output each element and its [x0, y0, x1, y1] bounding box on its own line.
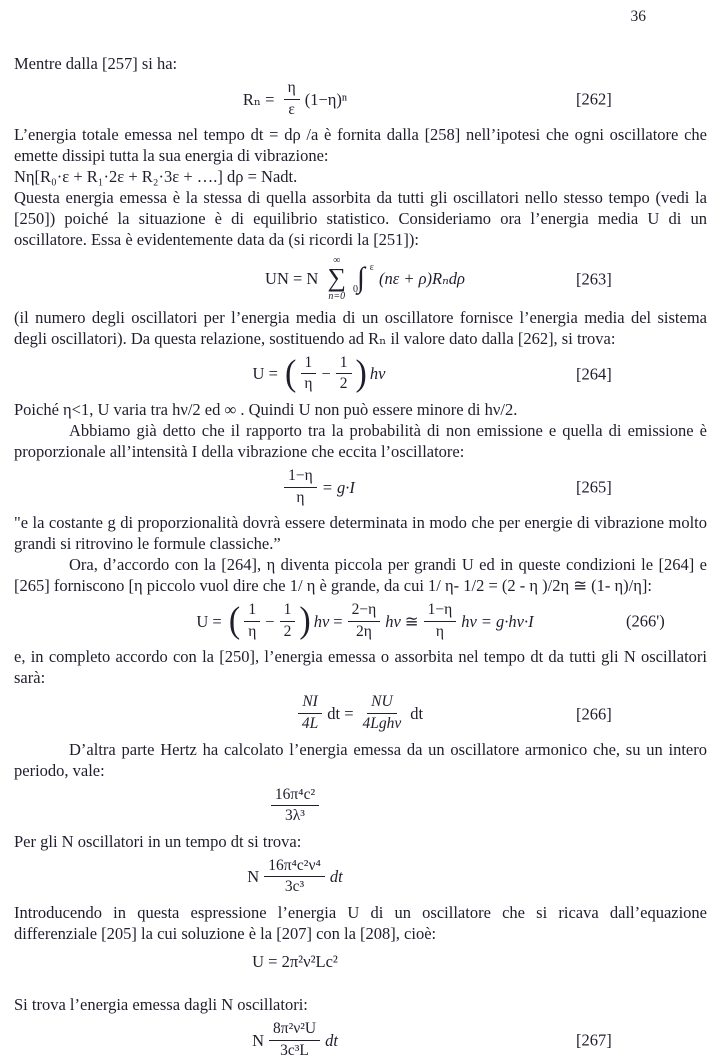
nosc-numerator: 16π⁴c²ν⁴ [264, 857, 325, 878]
integral-lower-limit: 0 [353, 284, 359, 296]
eq264-minus: − [321, 364, 331, 384]
eq266p-equals-2: = [333, 611, 343, 631]
paragraph-si-trova: Si trova l’energia emessa dagli N oscillatori: [14, 995, 308, 1014]
eq266-num2: NU [367, 693, 397, 714]
eq266p-num3: 2−η [348, 601, 381, 622]
eq266p-den2: 2 [283, 622, 292, 640]
eq266p-minus: − [265, 611, 275, 631]
eq265-denominator: η [296, 488, 305, 506]
eq266p-num1: 1 [244, 601, 260, 622]
eq267-denominator: 3c³L [280, 1041, 309, 1059]
hertz-denominator: 3λ³ [285, 807, 305, 825]
eq266p-hnu3: hν [461, 611, 477, 631]
equation-264-label: [264] [576, 364, 612, 384]
eq265-rhs: = g·I [321, 477, 355, 497]
equation-267-label: [267] [576, 1030, 612, 1050]
paragraph-il-numero: (il numero degli oscillatori per l’energia media di un oscillatore fornisce l’energia media del sistema degli oscillatori). Da questa relazione, sostituendo ad Rₙ il valore dato dalla [262], si trova: [14, 307, 707, 348]
eq266p-den3: 2η [355, 622, 372, 640]
eq263-lhs: UN = N [265, 269, 323, 289]
equation-264-body [14, 354, 576, 394]
eq266p-approx: ≅ [404, 611, 419, 631]
integral-glyph: ∫ [357, 262, 365, 295]
right-parenthesis: ) [299, 600, 311, 642]
eq266p-hnu1: hν [313, 611, 330, 631]
equation-265-body [14, 467, 576, 507]
hertz-numerator: 16π⁴c² [271, 786, 319, 807]
summation-symbol [327, 255, 346, 302]
equation-neta-line: Nη[R₀·ε + R₁·2ε + R₂·3ε + ….] dρ = Nadt. [14, 167, 298, 187]
equation-266-prime [14, 601, 707, 641]
eq266p-fraction-3 [348, 601, 381, 641]
paragraph-mentre: Mentre dalla [257] si ha: [14, 54, 178, 73]
nosc-fraction [264, 857, 325, 897]
eq266-fraction-2 [359, 693, 406, 733]
eq264-rhs: hν [369, 364, 386, 384]
integral-symbol [351, 262, 374, 296]
eq266p-lhs: U = [196, 611, 226, 631]
equation-266-body [14, 693, 576, 733]
sum-glyph: ∑ [327, 263, 347, 293]
equation-u-value [14, 949, 707, 989]
eq267-dt: dt [325, 1030, 338, 1050]
integral-upper-limit: ε [369, 262, 374, 274]
equation-266-prime-body [14, 601, 576, 641]
equation-266-prime-label: (266') [626, 611, 665, 631]
paragraph-poiche: Poiché η<1, U varia tra hν/2 ed ∞ . Quindi U non può essere minore di hν/2. [14, 400, 518, 420]
eq265-fraction [284, 467, 317, 507]
paragraph-e-in-completo: e, in completo accordo con la [250], l’energia emessa o assorbita nel tempo dt da tutti gli N oscillatori sarà: [14, 647, 707, 688]
equation-266 [14, 693, 707, 733]
equation-hertz-body [14, 786, 576, 826]
eq266p-fraction-1 [244, 601, 260, 641]
eq264-fraction-2 [336, 354, 352, 394]
hertz-fraction [271, 786, 319, 826]
eq264-num1: 1 [301, 354, 317, 375]
nosc-denominator: 3c³ [284, 878, 305, 896]
eq262-lhs: Rₙ = [242, 89, 279, 109]
equation-262-label: [262] [576, 89, 612, 109]
eq266-den2: 4Lghν [362, 715, 402, 733]
nosc-dt: dt [329, 867, 343, 887]
eq266p-num2: 1 [280, 601, 296, 622]
eq263-rhs: (nε + ρ)Rₙdρ [378, 269, 465, 289]
equation-262 [14, 79, 707, 119]
nosc-lhs: N [247, 867, 260, 887]
eq262-rhs: (1−η)ⁿ [304, 89, 348, 109]
eq266-fraction-1 [298, 693, 322, 733]
eq265-numerator: 1−η [284, 467, 317, 488]
eq266-den1: 4L [301, 715, 319, 733]
eq267-fraction [269, 1020, 320, 1060]
u-value-text: U = 2π²ν²Lc² [252, 951, 338, 971]
paragraph-questa-energia: Questa energia emessa è la stessa di quella assorbita da tutti gli oscillatori nello stesso tempo (vedi la [250]) poiché la situazione è di equilibrio statistico. Consideriamo ora l’energia media U di un oscillatore. Essa è evidentemente data da (si ricordi la [251]): [14, 188, 707, 250]
equation-265-label: [265] [576, 477, 612, 497]
equation-n-oscillatori-body [14, 857, 576, 897]
paragraph-introducendo: Introducendo in questa espressione l’energia U di un oscillatore che si ricava dall’equazione differenziale [205] la cui soluzione è la [207] con la [208], cioè: [14, 903, 707, 943]
eq266p-hnu2: hν [385, 611, 401, 631]
eq266p-den1: η [248, 622, 257, 640]
eq266p-fraction-4 [424, 601, 457, 641]
eq266p-den4: η [435, 622, 444, 640]
eq264-lhs: U = [252, 364, 283, 384]
paragraph-ora: Ora, d’accordo con la [264], η diventa piccola per grandi U ed in queste condizioni le [264] e [265] forniscono [η piccolo vuol dire che 1/ η è grande, da cui 1/ η- 1/2 = (2 - η )/2η ≅ (1- η)/η]: [14, 555, 707, 596]
sum-upper-limit: ∞ [333, 255, 341, 267]
page-number: 36 [630, 8, 646, 25]
eq264-num2: 1 [336, 354, 352, 375]
equation-263-body [14, 255, 576, 302]
equation-u-value-body [14, 949, 576, 973]
eq264-den1: η [304, 375, 313, 393]
equation-n-oscillatori [14, 857, 707, 897]
paragraph-energia-totale: L’energia totale emessa nel tempo dt = dρ /a è fornita dalla [258] nell’ipotesi che ogni oscillatore che emette dissipi tutta la sua energia di vibrazione: [14, 125, 707, 166]
paragraph-quote: "e la costante g di proporzionalità dovrà essere determinata in modo che per energie di vibrazione molto grandi si ritrovino le formule classiche.” [14, 513, 707, 554]
eq267-numerator: 8π²ν²U [269, 1020, 320, 1041]
equation-267-body [14, 1020, 576, 1060]
eq266p-fraction-2 [280, 601, 296, 641]
equation-262-body [14, 79, 576, 119]
eq266-num1: NI [298, 693, 322, 714]
paragraph-abbiamo: Abbiamo già detto che il rapporto tra la probabilità di non emissione e quella di emissione è proporzionale all’intensità I della vibrazione che eccita l’oscillatore: [14, 421, 707, 462]
eq266p-num4: 1−η [424, 601, 457, 622]
equation-266-label: [266] [576, 704, 612, 724]
equation-264 [14, 354, 707, 394]
eq266-dt-equals: dt = [327, 704, 354, 724]
sum-lower-limit: n=0 [328, 290, 346, 302]
eq264-fraction-1 [300, 354, 316, 394]
equation-267 [14, 1020, 707, 1060]
equation-hertz [14, 786, 707, 826]
left-parenthesis: ( [285, 353, 297, 394]
right-parenthesis: ) [355, 353, 367, 394]
eq267-lhs: N [252, 1030, 264, 1050]
eq266p-rhs: = g·hν·I [480, 611, 534, 631]
paragraph-daltra-parte: D’altra parte Hertz ha calcolato l’energia emessa da un oscillatore armonico che, su un intero periodo, vale: [14, 739, 707, 780]
eq264-den2: 2 [339, 375, 348, 393]
eq266-dt: dt [410, 704, 424, 724]
eq262-fraction [284, 79, 300, 119]
paragraph-per-gli: Per gli N oscillatori in un tempo dt si trova: [14, 831, 302, 851]
eq262-numerator: η [284, 79, 300, 100]
equation-265 [14, 467, 707, 507]
eq262-denominator: ε [288, 100, 295, 118]
left-parenthesis: ( [228, 600, 241, 642]
equation-263 [14, 255, 707, 302]
equation-263-label: [263] [576, 269, 612, 289]
